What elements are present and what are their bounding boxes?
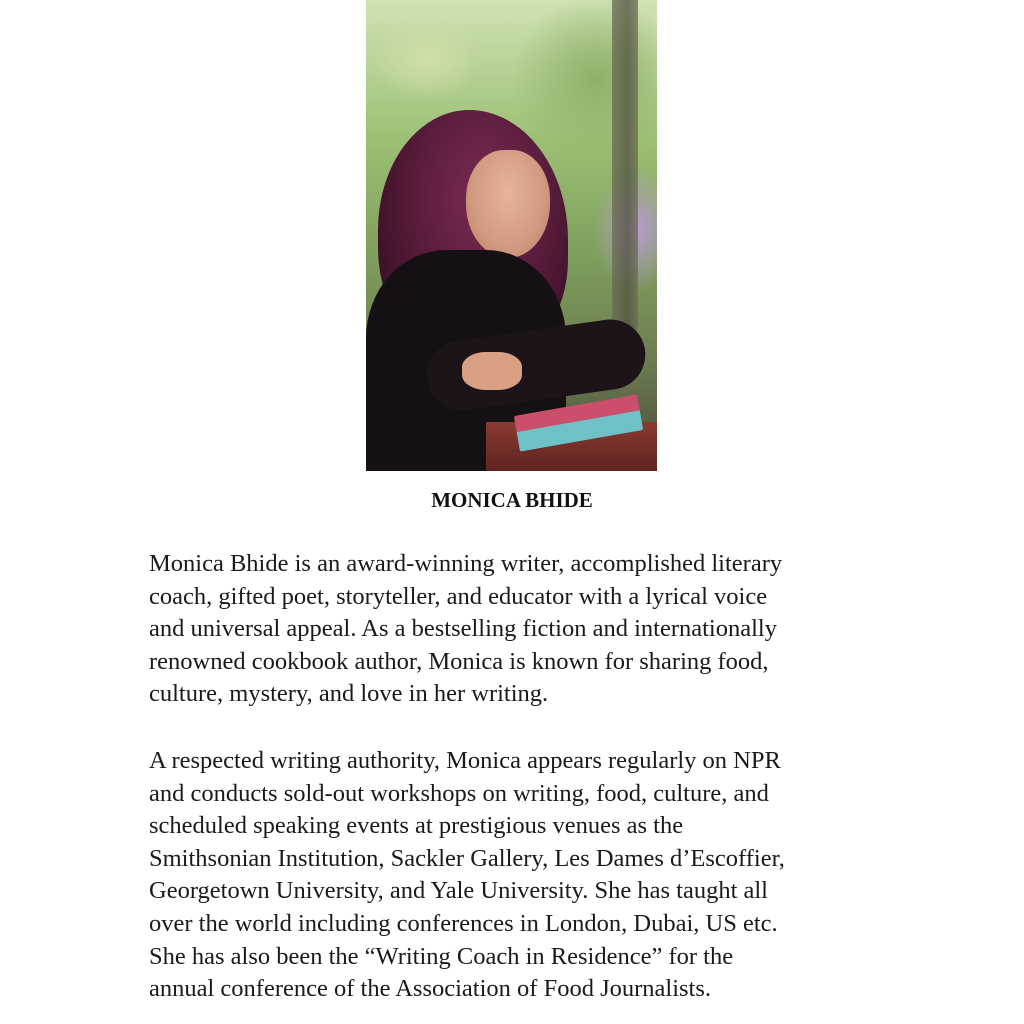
bio-line: over the world including conferences in London, Dubai, US etc. [149, 909, 778, 937]
bio-line: scheduled speaking events at prestigious venues as the [149, 812, 684, 840]
bio-line: renowned cookbook author, Monica is known for sharing food, [149, 647, 769, 675]
bio-line: Monica Bhide is an award-winning writer, accomplished literary [149, 550, 783, 577]
author-name: MONICA BHIDE [431, 488, 593, 512]
bio-paragraph-1 [149, 548, 889, 711]
bio-line: Georgetown University, and Yale University. She has taught all [149, 877, 768, 905]
bio-line: coach, gifted poet, storyteller, and educator with a lyrical voice [149, 582, 768, 610]
bio-line: culture, mystery, and love in her writing. [149, 680, 549, 708]
hand [462, 352, 522, 390]
bio-paragraph-2 [149, 745, 889, 1006]
bio-line: and universal appeal. As a bestselling fiction and internationally [149, 615, 777, 643]
bio-line: She has also been the “Writing Coach in Residence” for the [149, 942, 734, 970]
bio-line: and conducts sold-out workshops on writing, food, culture, and [149, 779, 769, 807]
bio-line: annual conference of the Association of Food Journalists. [149, 975, 712, 1003]
face [466, 150, 550, 258]
bio-line: A respected writing authority, Monica appears regularly on NPR [149, 747, 781, 774]
author-photo [366, 0, 657, 471]
tree-trunk [612, 0, 638, 330]
bio-line: Smithsonian Institution, Sackler Gallery, Les Dames d’Escoffier, [149, 844, 785, 872]
